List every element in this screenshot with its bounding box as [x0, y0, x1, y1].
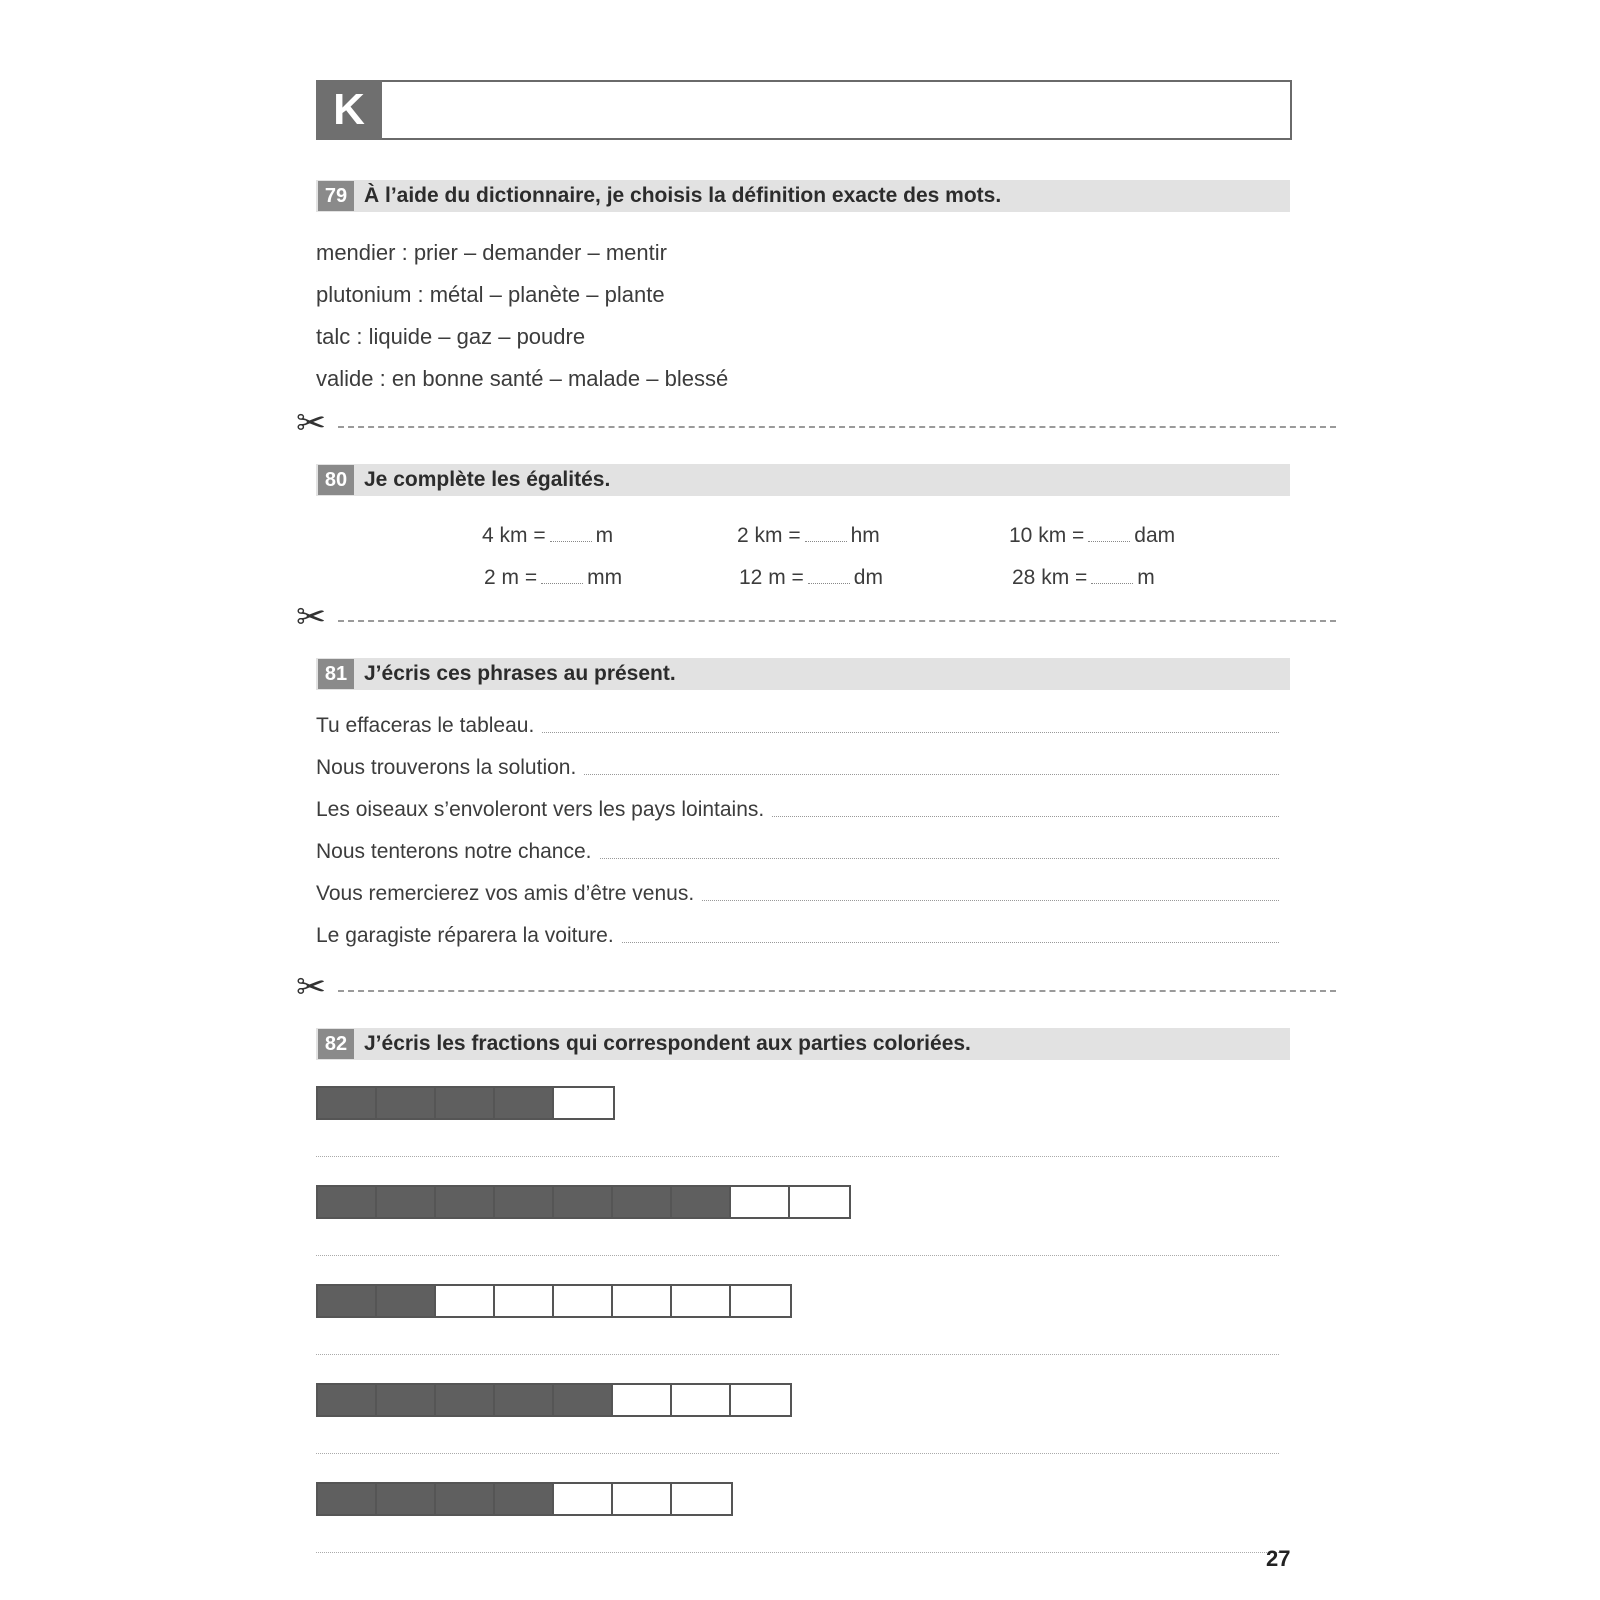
fraction-answer-line[interactable] [316, 1255, 1279, 1256]
sentence-text: Tu effaceras le tableau. [316, 714, 535, 737]
header-box [316, 80, 1292, 140]
colored-part [554, 1187, 613, 1217]
equality [739, 566, 883, 590]
answer-blank[interactable] [1088, 541, 1130, 542]
colored-part [436, 1385, 495, 1415]
equality [737, 524, 880, 548]
fraction-bar [316, 1482, 733, 1516]
colored-part [377, 1286, 436, 1316]
uncolored-part [554, 1484, 613, 1514]
colored-part [318, 1385, 377, 1415]
answer-line[interactable] [600, 858, 1279, 859]
answer-line[interactable] [622, 942, 1279, 943]
colored-part [318, 1286, 377, 1316]
uncolored-part [613, 1385, 672, 1415]
sentence-text: Vous remercierez vos amis d’être venus. [316, 882, 695, 905]
dashed-divider [338, 426, 1336, 428]
exercise-81-header [316, 658, 1290, 690]
uncolored-part [731, 1385, 790, 1415]
exercise-number: 81 [318, 659, 354, 689]
uncolored-part [436, 1286, 495, 1316]
sentence-row [316, 924, 1279, 948]
equality-left: 12 m = [739, 566, 804, 589]
definition-line: mendier : prier – demander – mentir [316, 240, 667, 265]
colored-part [495, 1088, 554, 1118]
sentence-text: Les oiseaux s’envoleront vers les pays lointains. [316, 798, 765, 821]
dashed-divider [338, 620, 1336, 622]
uncolored-part [672, 1385, 731, 1415]
exercise-79-header [316, 180, 1290, 212]
uncolored-part [613, 1286, 672, 1316]
equality [484, 566, 622, 590]
scissors-icon: ✂ [296, 967, 327, 1008]
exercise-82-header [316, 1028, 1290, 1060]
equality-left: 28 km = [1012, 566, 1088, 589]
exercise-number: 82 [318, 1029, 354, 1059]
equality-left: 2 m = [484, 566, 538, 589]
fraction-bar [316, 1383, 792, 1417]
uncolored-part [731, 1286, 790, 1316]
cut-line [296, 967, 1336, 1008]
sentence-row [316, 756, 1279, 780]
equality [1012, 566, 1155, 590]
fraction-answer-line[interactable] [316, 1354, 1279, 1355]
fraction-answer-line[interactable] [316, 1453, 1279, 1454]
uncolored-part [554, 1088, 613, 1118]
equality-unit: m [1137, 566, 1155, 589]
scissors-icon: ✂ [296, 403, 327, 444]
answer-blank[interactable] [541, 583, 583, 584]
fraction-bar [316, 1185, 851, 1219]
uncolored-part [495, 1286, 554, 1316]
fraction-bar [316, 1086, 615, 1120]
exercise-80-header [316, 464, 1290, 496]
equality [1009, 524, 1175, 548]
fraction-answer-line[interactable] [316, 1552, 1279, 1553]
equality-unit: mm [587, 566, 623, 589]
exercise-title: À l’aide du dictionnaire, je choisis la définition exacte des mots. [364, 184, 1002, 207]
sentence-text: Nous trouverons la solution. [316, 756, 577, 779]
answer-blank[interactable] [805, 541, 847, 542]
colored-part [672, 1187, 731, 1217]
fraction-bar [316, 1284, 792, 1318]
answer-blank[interactable] [808, 583, 850, 584]
colored-part [436, 1187, 495, 1217]
equality-unit: dam [1134, 524, 1176, 547]
cut-line [296, 597, 1336, 638]
uncolored-part [672, 1484, 731, 1514]
uncolored-part [790, 1187, 849, 1217]
exercise-title: J’écris les fractions qui correspondent aux parties coloriées. [364, 1032, 971, 1055]
scissors-icon: ✂ [296, 597, 327, 638]
uncolored-part [554, 1286, 613, 1316]
exercise-number: 79 [318, 181, 354, 211]
exercise-title: Je complète les égalités. [364, 468, 611, 491]
colored-part [436, 1484, 495, 1514]
colored-part [377, 1187, 436, 1217]
colored-part [495, 1484, 554, 1514]
colored-part [377, 1385, 436, 1415]
definition-line: valide : en bonne santé – malade – blessé [316, 366, 729, 391]
cut-line [296, 403, 1336, 444]
equality-left: 4 km = [482, 524, 546, 547]
exercise-number: 80 [318, 465, 354, 495]
uncolored-part [731, 1187, 790, 1217]
equality-unit: dm [853, 566, 883, 589]
answer-blank[interactable] [1091, 583, 1133, 584]
equality-left: 2 km = [737, 524, 801, 547]
colored-part [495, 1187, 554, 1217]
colored-part [318, 1484, 377, 1514]
colored-part [377, 1484, 436, 1514]
answer-line[interactable] [772, 816, 1279, 817]
uncolored-part [672, 1286, 731, 1316]
sentence-row [316, 882, 1279, 906]
uncolored-part [613, 1484, 672, 1514]
page-number: 27 [1266, 1546, 1291, 1571]
definition-line: talc : liquide – gaz – poudre [316, 324, 586, 349]
exercise-title: J’écris ces phrases au présent. [364, 662, 676, 685]
sentence-row [316, 798, 1279, 822]
equality-unit: hm [850, 524, 880, 547]
sentence-text: Nous tenterons notre chance. [316, 840, 592, 863]
answer-line[interactable] [542, 732, 1279, 733]
equality-unit: m [595, 524, 614, 547]
colored-part [554, 1385, 613, 1415]
dashed-divider [338, 990, 1336, 992]
answer-line[interactable] [584, 774, 1279, 775]
colored-part [318, 1088, 377, 1118]
answer-line[interactable] [702, 900, 1279, 901]
colored-part [613, 1187, 672, 1217]
equality [482, 524, 613, 548]
answer-blank[interactable] [550, 541, 592, 542]
colored-part [377, 1088, 436, 1118]
sentence-text: Le garagiste réparera la voiture. [316, 924, 614, 947]
sentence-row [316, 714, 1279, 738]
equality-left: 10 km = [1009, 524, 1085, 547]
colored-part [436, 1088, 495, 1118]
fraction-answer-line[interactable] [316, 1156, 1279, 1157]
colored-part [318, 1187, 377, 1217]
sentence-row [316, 840, 1279, 864]
colored-part [495, 1385, 554, 1415]
definition-line: plutonium : métal – planète – plante [316, 282, 665, 307]
header-letter: K [316, 80, 382, 140]
